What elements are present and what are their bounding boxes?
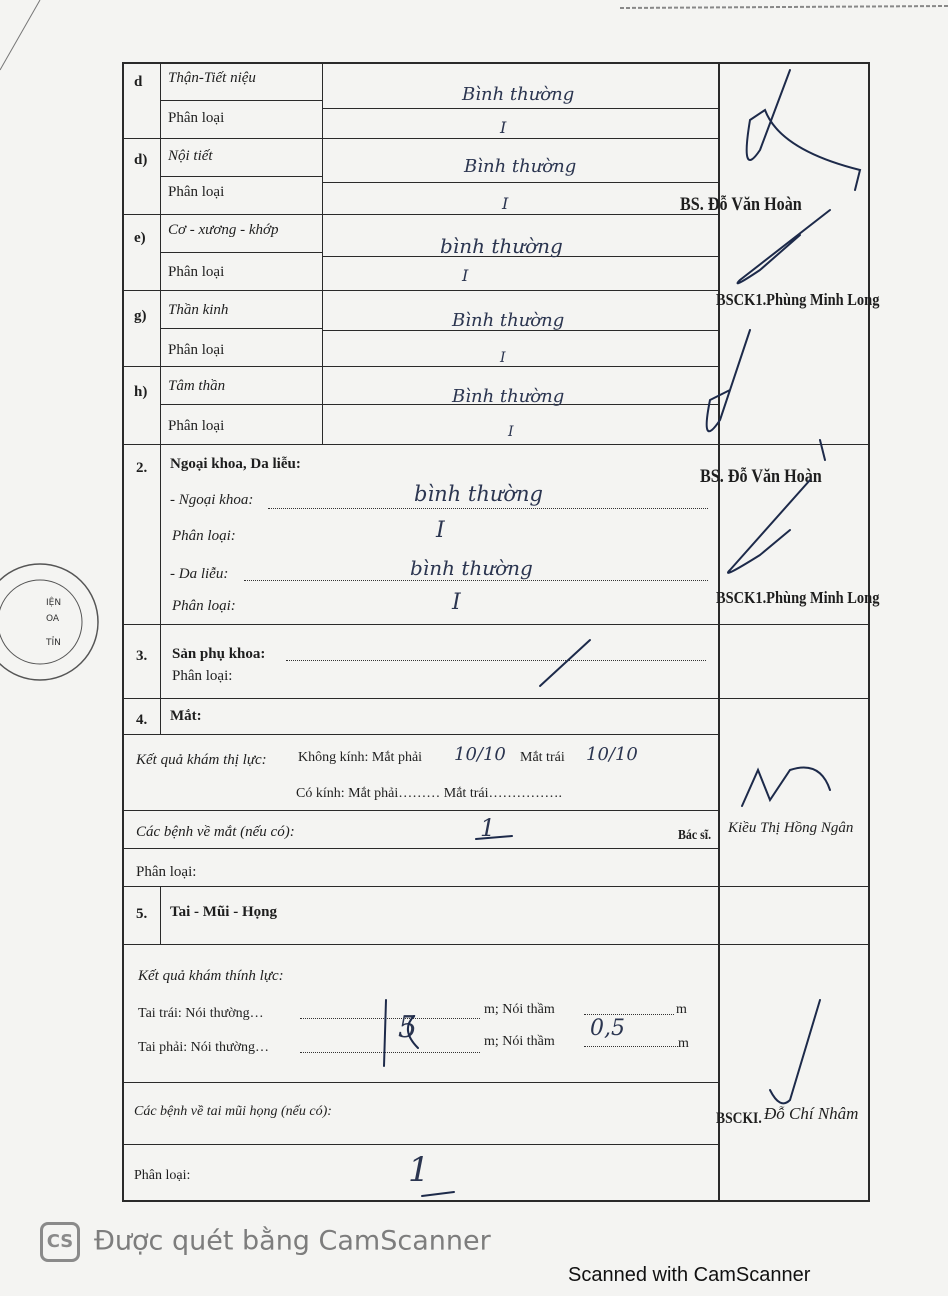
row-result-endocrine: Bình thường xyxy=(464,156,577,177)
row-name-endocrine: Nội tiết xyxy=(168,148,213,164)
eye-diseases-label: Các bệnh về mắt (nếu có): xyxy=(136,824,295,840)
row-grade-psych: I xyxy=(508,424,514,440)
camscanner-en-text: Scanned with CamScanner xyxy=(568,1264,811,1286)
row-id: g) xyxy=(134,308,147,324)
row-name-psych: Tâm thần xyxy=(168,378,226,394)
row-class-label: Phân loại xyxy=(168,418,225,434)
camscanner-vn-text: Được quét bằng CamScanner xyxy=(94,1225,491,1257)
left-ear-unit: m xyxy=(676,1002,687,1017)
vision-label: Kết quả khám thị lực: xyxy=(136,752,267,768)
hearing-label: Kết quả khám thính lực: xyxy=(138,968,284,984)
row-grade-musculo: I xyxy=(462,266,469,285)
right-ear-mid: m; Nói thầm xyxy=(484,1034,555,1049)
row-result-psych: Bình thường xyxy=(452,386,565,407)
row-result-neuro: Bình thường xyxy=(452,310,565,331)
with-glasses-label: Có kính: Mắt phải……… Mắt trái……………. xyxy=(296,786,562,801)
right-ear-unit: m xyxy=(678,1036,689,1051)
left-ear-label: Tai trái: Nói thường… xyxy=(138,1006,264,1021)
doctor-signature-name: Đỗ Chí Nhâm xyxy=(764,1104,859,1123)
section4-title: Mắt: xyxy=(170,708,202,724)
section2-num: 2. xyxy=(136,460,148,476)
class2-label: Phân loại: xyxy=(172,598,236,614)
normal-speech-value: 5 xyxy=(398,1010,418,1045)
row-class-label: Phân loại xyxy=(168,110,225,126)
doctor-signature-name: BSCK1.Phùng Minh Long xyxy=(716,588,880,607)
section3-class-label: Phân loại: xyxy=(172,668,233,684)
camscanner-logo-icon: CS xyxy=(40,1222,80,1262)
section2-title: Ngoại khoa, Da liễu: xyxy=(170,456,301,472)
surgery-result: bình thường xyxy=(414,482,543,506)
no-glasses-label: Không kính: Mắt phải xyxy=(298,750,423,765)
row-result-kidney: Bình thường xyxy=(462,84,575,105)
row-class-label: Phân loại xyxy=(168,342,225,358)
row-id: e) xyxy=(134,230,146,246)
whisper-value: 0,5 xyxy=(590,1016,625,1041)
class2-value: I xyxy=(452,590,461,615)
eye-class-label: Phân loại: xyxy=(136,864,197,880)
ent-diseases-label: Các bệnh về tai mũi họng (nếu có): xyxy=(134,1104,332,1119)
doctor-signature-name: Kiều Thị Hồng Ngân xyxy=(728,820,854,836)
row-id: d xyxy=(134,74,143,90)
row-grade-neuro: I xyxy=(500,350,506,366)
row-grade-kidney: I xyxy=(500,118,507,137)
left-ear-mid: m; Nói thầm xyxy=(484,1002,555,1017)
derm-label: - Da liễu: xyxy=(170,566,229,582)
left-eye-label: Mắt trái xyxy=(520,750,565,765)
surgery-label: - Ngoại khoa: xyxy=(170,492,254,508)
derm-result: bình thường xyxy=(410,556,533,580)
doctor-signature-name: BSCK1.Phùng Minh Long xyxy=(716,290,880,309)
section5-title: Tai - Mũi - Họng xyxy=(170,904,277,920)
section4-num: 4. xyxy=(136,712,148,728)
section3-title: Sản phụ khoa: xyxy=(172,646,266,662)
scanned-page: d Thận-Tiết niệu Phân loại Bình thường I d) Nội tiết Phân loại Bình thường I e) Cơ - xương - khớp Phân loại bình thường I g) Thần kinh Phân loại Bình thường I h) Tâm thần Phân loại Bình thường I 2. Ngoại khoa, Da liễu: - Ngoại khoa: bình thường Phân loại: I - Da liễu: bình thường Phân loại: I 3. Sản phụ khoa: Phân loại: 4. Mắt: Kết quả khám thị lực: Không kính: Mắt phải 10/10 Mắt trái 10/10 Có kính: Mắt phải……… Mắt trái……………. Các bệnh về mắt (nếu có): 1 Phân loại: 5. Tai - Mũi - Họng Kết quả khám thính lực: Tai trái: Nói thường… m; Nói thầm m Tai phải: Nói thường… m; Nói thầm m 5 0,5 Các bệnh về tai mũi họng (nếu có): Phân loại: 1 BS. Đỗ Văn Hoàn BSCK1.Phùng Minh Long BS. Đỗ Văn Hoàn BSCK1.Phùng Minh Long Bác sĩ. Kiều Thị Hồng Ngân BSCKI. Đỗ Chí Nhâm IỆN OA TỈN CS Được quét bằng CamScanner Scanned with CamScanner xyxy=(0,0,948,1296)
class1-label: Phân loại: xyxy=(172,528,236,544)
section5-num: 5. xyxy=(136,906,148,922)
right-ear-label: Tai phải: Nói thường… xyxy=(138,1040,270,1055)
section3-num: 3. xyxy=(136,648,148,664)
row-class-label: Phân loại xyxy=(168,264,225,280)
eye-diseases-value: 1 xyxy=(480,814,496,842)
row-name-kidney: Thận-Tiết niệu xyxy=(168,70,256,86)
row-class-label: Phân loại xyxy=(168,184,225,200)
left-eye-value: 10/10 xyxy=(586,744,638,765)
ent-class-label: Phân loại: xyxy=(134,1168,191,1183)
row-grade-endocrine: I xyxy=(502,194,509,213)
ent-class-value: 1 xyxy=(408,1150,430,1190)
camscanner-watermark xyxy=(40,1222,491,1262)
doctor-signature-name: BS. Đỗ Văn Hoàn xyxy=(680,194,802,215)
row-name-neuro: Thần kinh xyxy=(168,302,229,318)
doctor-prefix: BSCKI. xyxy=(716,1110,762,1127)
doctor-prefix: Bác sĩ. xyxy=(678,828,712,843)
row-id: h) xyxy=(134,384,148,400)
row-result-musculo: bình thường xyxy=(440,234,563,258)
class1-value: I xyxy=(436,518,445,543)
row-id: d) xyxy=(134,152,148,168)
right-eye-value: 10/10 xyxy=(454,744,506,765)
row-name-musculo: Cơ - xương - khớp xyxy=(168,222,279,238)
doctor-signature-name: BS. Đỗ Văn Hoàn xyxy=(700,466,822,487)
